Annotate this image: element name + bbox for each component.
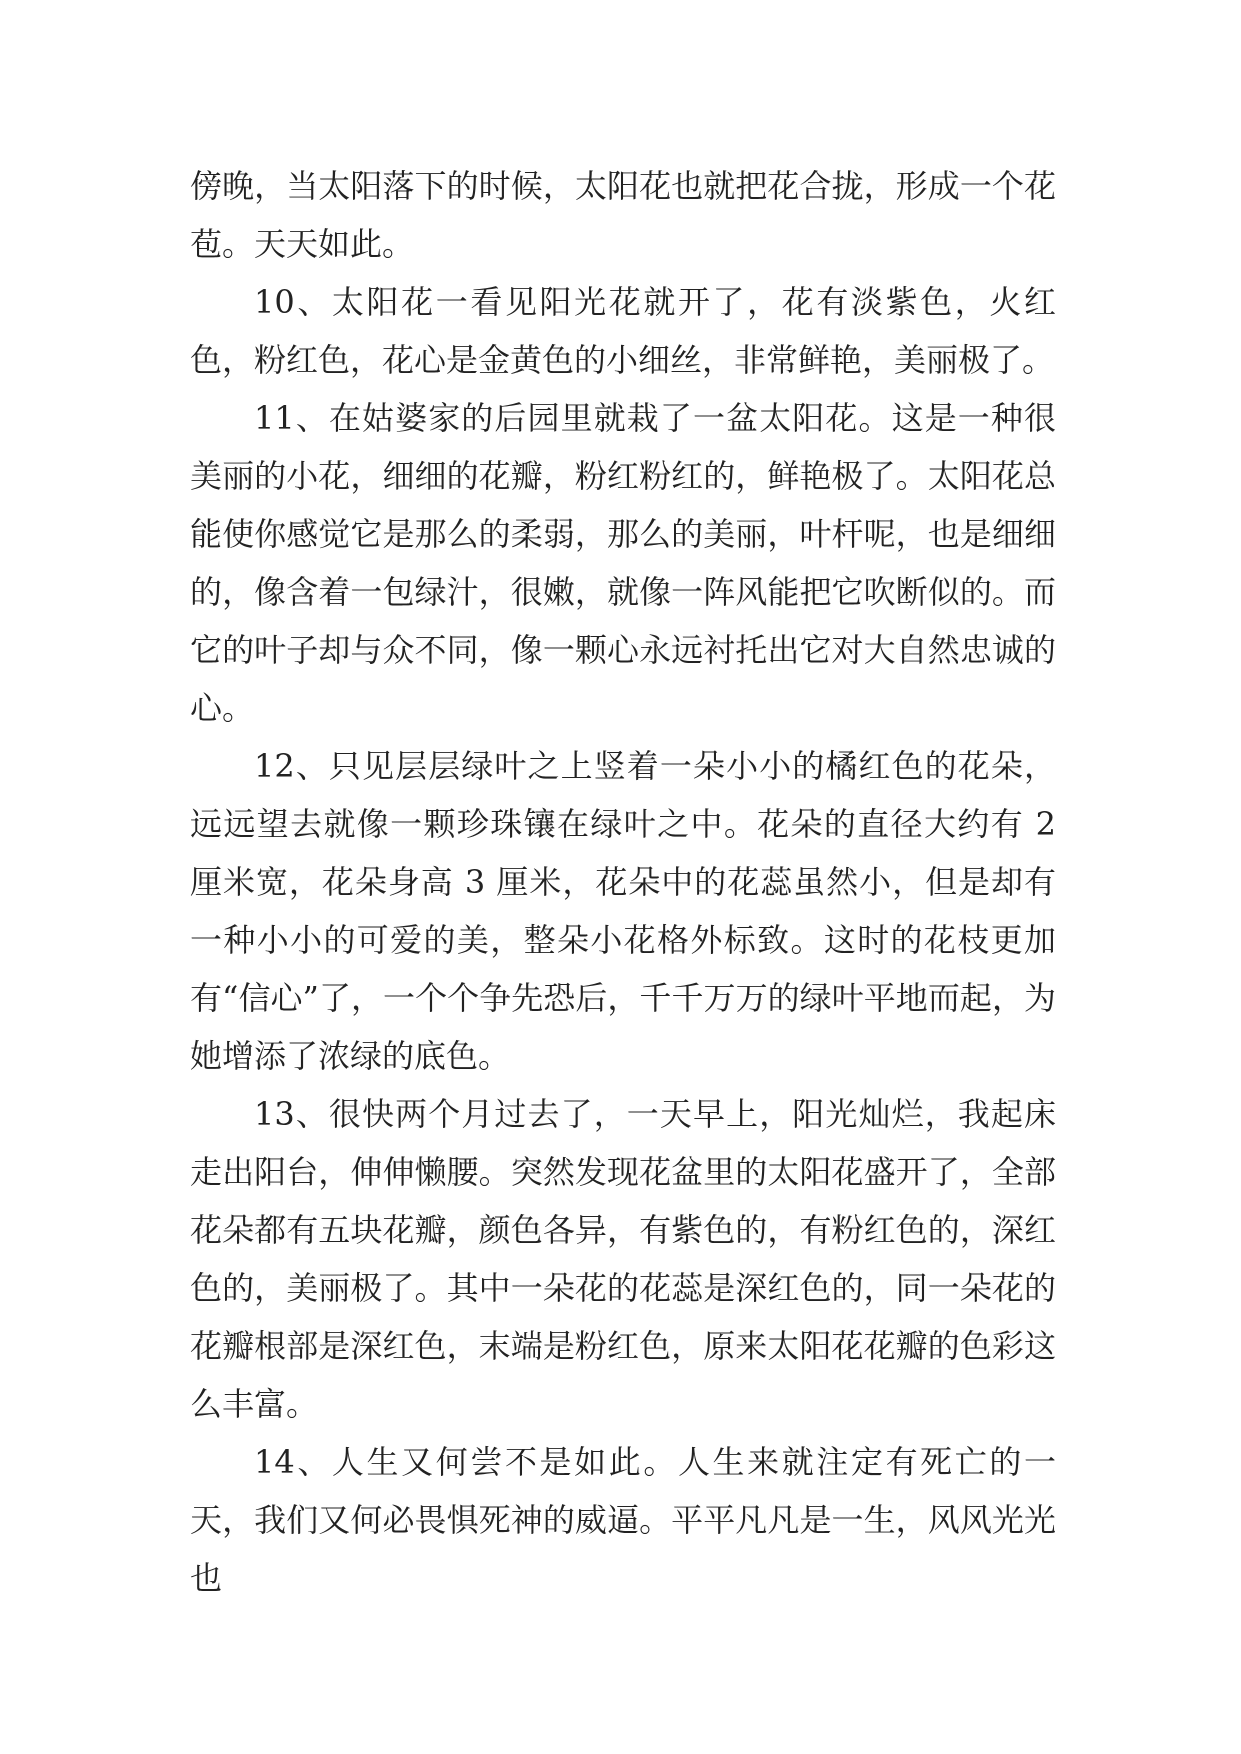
paragraph-14: 14、人生又何尝不是如此。人生来就注定有死亡的一天，我们又何必畏惧死神的威逼。平平凡凡是一生，风风光光也	[190, 1443, 1056, 1597]
paragraph-12: 12、只见层层绿叶之上竖着一朵小小的橘红色的花朵，远远望去就像一颗珍珠镶在绿叶之中。花朵的直径大约有 2 厘米宽，花朵身高 3 厘米，花朵中的花蕊虽然小，但是却有一种小小的可爱的美，整朵小花格外标致。这时的花枝更加有“信心”了，一个个争先恐后，千千万万的绿叶平地而起，为她增添了浓绿的底色。	[190, 747, 1056, 1075]
paragraph-13: 13、很快两个月过去了，一天早上，阳光灿烂，我起床走出阳台，伸伸懒腰。突然发现花盆里的太阳花盛开了，全部花朵都有五块花瓣，颜色各异，有紫色的，有粉红色的，深红色的，美丽极了。其中一朵花的花蕊是深红色的，同一朵花的花瓣根部是深红色，末端是粉红色，原来太阳花花瓣的色彩这么丰富。	[190, 1095, 1056, 1423]
paragraph-10: 10、太阳花一看见阳光花就开了，花有淡紫色，火红色，粉红色，花心是金黄色的小细丝，非常鲜艳，美丽极了。	[190, 283, 1056, 379]
paragraph-11: 11、在姑婆家的后园里就栽了一盆太阳花。这是一种很美丽的小花，细细的花瓣，粉红粉红的，鲜艳极了。太阳花总能使你感觉它是那么的柔弱，那么的美丽，叶杆呢，也是细细的，像含着一包绿汁，很嫩，就像一阵风能把它吹断似的。而它的叶子却与众不同，像一颗心永远衬托出它对大自然忠诚的心。	[190, 399, 1056, 727]
paragraph-continuation: 傍晚，当太阳落下的时候，太阳花也就把花合拢，形成一个花苞。天天如此。	[190, 167, 1056, 263]
document-body	[190, 157, 1056, 1607]
